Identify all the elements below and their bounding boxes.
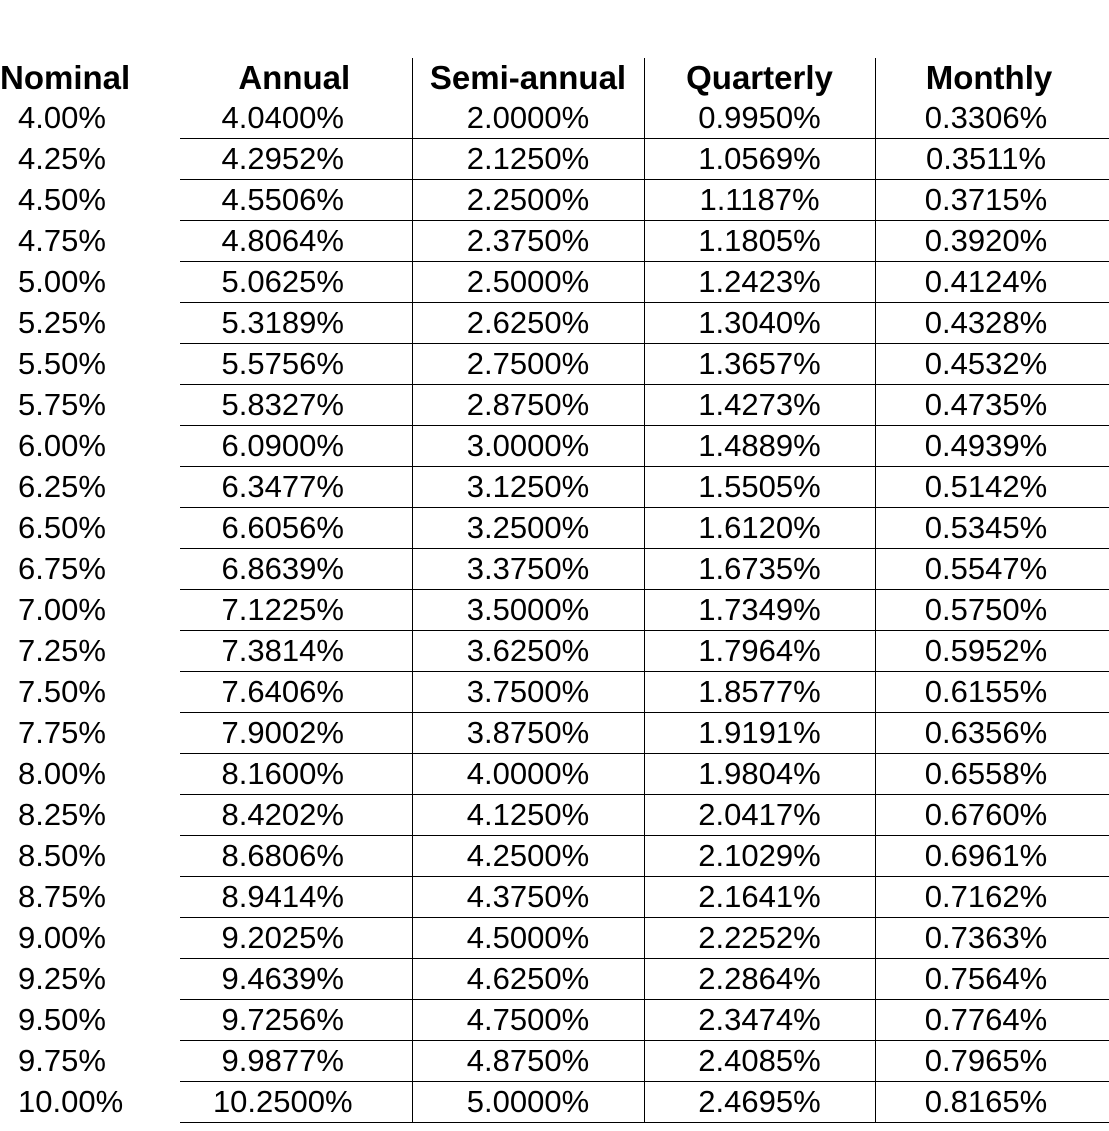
cell-nominal: 6.75% <box>18 551 106 586</box>
cell-monthly: 0.5750% <box>875 590 1109 631</box>
cell-monthly: 0.5952% <box>875 631 1109 672</box>
cell-semi-annual: 3.0000% <box>412 426 644 467</box>
cell-semi-annual: 4.1250% <box>412 795 644 836</box>
cell-nominal: 9.75% <box>18 1043 106 1078</box>
cell-nominal: 5.50% <box>18 346 106 381</box>
table-row <box>0 713 1109 754</box>
cell-semi-annual: 4.3750% <box>412 877 644 918</box>
cell-monthly: 0.3920% <box>875 221 1109 262</box>
cell-annual: 6.6056% <box>180 508 412 549</box>
cell-nominal: 8.25% <box>18 797 106 832</box>
cell-monthly: 0.6760% <box>875 795 1109 836</box>
cell-annual: 5.8327% <box>180 385 412 426</box>
table-row <box>0 590 1109 631</box>
cell-annual: 5.0625% <box>180 262 412 303</box>
cell-semi-annual: 2.8750% <box>412 385 644 426</box>
cell-nominal: 8.75% <box>18 879 106 914</box>
cell-monthly: 0.3715% <box>875 180 1109 221</box>
table-row <box>0 836 1109 877</box>
cell-monthly: 0.4328% <box>875 303 1109 344</box>
table-row <box>0 1082 1109 1123</box>
cell-quarterly: 1.9191% <box>644 713 875 754</box>
table-row <box>0 877 1109 918</box>
cell-nominal: 4.75% <box>18 223 106 258</box>
cell-annual: 8.1600% <box>180 754 412 795</box>
table-row <box>0 385 1109 426</box>
cell-nominal: 4.25% <box>18 141 106 176</box>
cell-monthly: 0.7764% <box>875 1000 1109 1041</box>
cell-semi-annual: 3.8750% <box>412 713 644 754</box>
cell-quarterly: 1.0569% <box>644 139 875 180</box>
cell-monthly: 0.7162% <box>875 877 1109 918</box>
cell-quarterly: 1.3657% <box>644 344 875 385</box>
cell-monthly: 0.7965% <box>875 1041 1109 1082</box>
cell-semi-annual: 2.0000% <box>412 98 644 139</box>
cell-nominal: 10.00% <box>18 1084 124 1119</box>
header-row <box>0 58 1109 98</box>
header-annual: Annual <box>180 58 412 98</box>
cell-semi-annual: 3.7500% <box>412 672 644 713</box>
cell-monthly: 0.4735% <box>875 385 1109 426</box>
cell-semi-annual: 3.2500% <box>412 508 644 549</box>
cell-annual: 9.2025% <box>180 918 412 959</box>
cell-quarterly: 1.8577% <box>644 672 875 713</box>
header-monthly: Monthly <box>875 58 1109 98</box>
cell-semi-annual: 4.7500% <box>412 1000 644 1041</box>
cell-semi-annual: 3.6250% <box>412 631 644 672</box>
cell-nominal: 5.00% <box>18 264 106 299</box>
cell-monthly: 0.5345% <box>875 508 1109 549</box>
cell-quarterly: 1.7964% <box>644 631 875 672</box>
cell-semi-annual: 2.5000% <box>412 262 644 303</box>
table-row <box>0 221 1109 262</box>
cell-quarterly: 1.7349% <box>644 590 875 631</box>
header-nominal: Nominal <box>0 59 131 96</box>
cell-nominal: 9.00% <box>18 920 106 955</box>
cell-quarterly: 2.0417% <box>644 795 875 836</box>
table-body <box>0 98 1109 1123</box>
cell-annual: 7.3814% <box>180 631 412 672</box>
cell-nominal: 7.25% <box>18 633 106 668</box>
cell-nominal: 4.50% <box>18 182 106 217</box>
cell-quarterly: 2.2864% <box>644 959 875 1000</box>
cell-semi-annual: 3.3750% <box>412 549 644 590</box>
cell-quarterly: 1.9804% <box>644 754 875 795</box>
cell-semi-annual: 5.0000% <box>412 1082 644 1123</box>
cell-annual: 8.9414% <box>180 877 412 918</box>
cell-nominal: 6.00% <box>18 428 106 463</box>
cell-nominal: 7.50% <box>18 674 106 709</box>
cell-quarterly: 1.4889% <box>644 426 875 467</box>
cell-monthly: 0.6558% <box>875 754 1109 795</box>
cell-monthly: 0.6356% <box>875 713 1109 754</box>
cell-monthly: 0.5142% <box>875 467 1109 508</box>
table-row <box>0 467 1109 508</box>
rate-conversion-table <box>0 58 1109 1123</box>
cell-annual: 5.3189% <box>180 303 412 344</box>
table-row <box>0 426 1109 467</box>
cell-annual: 7.9002% <box>180 713 412 754</box>
cell-annual: 9.9877% <box>180 1041 412 1082</box>
cell-annual: 8.6806% <box>180 836 412 877</box>
cell-nominal: 9.25% <box>18 961 106 996</box>
cell-annual: 6.0900% <box>180 426 412 467</box>
cell-nominal: 6.50% <box>18 510 106 545</box>
cell-quarterly: 2.3474% <box>644 1000 875 1041</box>
cell-nominal: 5.25% <box>18 305 106 340</box>
cell-monthly: 0.3511% <box>875 139 1109 180</box>
cell-semi-annual: 2.6250% <box>412 303 644 344</box>
table-row <box>0 180 1109 221</box>
cell-semi-annual: 4.6250% <box>412 959 644 1000</box>
cell-annual: 4.0400% <box>180 98 412 139</box>
table-row <box>0 1000 1109 1041</box>
cell-semi-annual: 3.1250% <box>412 467 644 508</box>
cell-quarterly: 1.6120% <box>644 508 875 549</box>
cell-annual: 6.8639% <box>180 549 412 590</box>
cell-quarterly: 1.3040% <box>644 303 875 344</box>
cell-quarterly: 1.2423% <box>644 262 875 303</box>
table-row <box>0 549 1109 590</box>
cell-monthly: 0.3306% <box>875 98 1109 139</box>
table-row <box>0 631 1109 672</box>
table-row <box>0 918 1109 959</box>
cell-quarterly: 0.9950% <box>644 98 875 139</box>
table-row <box>0 344 1109 385</box>
cell-semi-annual: 2.7500% <box>412 344 644 385</box>
cell-annual: 9.4639% <box>180 959 412 1000</box>
table-row <box>0 262 1109 303</box>
cell-semi-annual: 4.0000% <box>412 754 644 795</box>
cell-monthly: 0.5547% <box>875 549 1109 590</box>
cell-quarterly: 1.5505% <box>644 467 875 508</box>
cell-semi-annual: 4.5000% <box>412 918 644 959</box>
cell-nominal: 9.50% <box>18 1002 106 1037</box>
cell-nominal: 5.75% <box>18 387 106 422</box>
cell-quarterly: 2.1029% <box>644 836 875 877</box>
cell-nominal: 8.00% <box>18 756 106 791</box>
cell-nominal: 6.25% <box>18 469 106 504</box>
cell-quarterly: 2.4085% <box>644 1041 875 1082</box>
cell-annual: 6.3477% <box>180 467 412 508</box>
cell-semi-annual: 2.3750% <box>412 221 644 262</box>
cell-annual: 7.1225% <box>180 590 412 631</box>
cell-quarterly: 1.1805% <box>644 221 875 262</box>
table-row <box>0 754 1109 795</box>
cell-semi-annual: 2.2500% <box>412 180 644 221</box>
cell-monthly: 0.4124% <box>875 262 1109 303</box>
cell-quarterly: 2.4695% <box>644 1082 875 1123</box>
cell-annual: 7.6406% <box>180 672 412 713</box>
header-semi-annual: Semi-annual <box>412 58 644 98</box>
cell-monthly: 0.4939% <box>875 426 1109 467</box>
cell-semi-annual: 4.2500% <box>412 836 644 877</box>
cell-nominal: 4.00% <box>18 100 106 136</box>
cell-annual: 8.4202% <box>180 795 412 836</box>
table-row <box>0 1041 1109 1082</box>
table-row <box>0 508 1109 549</box>
cell-semi-annual: 2.1250% <box>412 139 644 180</box>
cell-nominal: 7.00% <box>18 592 106 627</box>
table-row <box>0 672 1109 713</box>
cell-annual: 10.2500% <box>180 1082 412 1123</box>
header-quarterly: Quarterly <box>644 58 875 98</box>
cell-annual: 9.7256% <box>180 1000 412 1041</box>
table-row <box>0 959 1109 1000</box>
cell-monthly: 0.6155% <box>875 672 1109 713</box>
cell-annual: 4.2952% <box>180 139 412 180</box>
cell-monthly: 0.6961% <box>875 836 1109 877</box>
cell-quarterly: 2.2252% <box>644 918 875 959</box>
cell-monthly: 0.7564% <box>875 959 1109 1000</box>
cell-annual: 4.8064% <box>180 221 412 262</box>
cell-nominal: 7.75% <box>18 715 106 750</box>
cell-monthly: 0.8165% <box>875 1082 1109 1123</box>
cell-semi-annual: 4.8750% <box>412 1041 644 1082</box>
table-row <box>0 98 1109 139</box>
cell-annual: 5.5756% <box>180 344 412 385</box>
table-row <box>0 139 1109 180</box>
cell-semi-annual: 3.5000% <box>412 590 644 631</box>
cell-quarterly: 2.1641% <box>644 877 875 918</box>
table-header <box>0 58 1109 98</box>
table-row <box>0 303 1109 344</box>
table-row <box>0 795 1109 836</box>
cell-quarterly: 1.4273% <box>644 385 875 426</box>
cell-nominal: 8.50% <box>18 838 106 873</box>
cell-monthly: 0.4532% <box>875 344 1109 385</box>
cell-quarterly: 1.6735% <box>644 549 875 590</box>
cell-monthly: 0.7363% <box>875 918 1109 959</box>
cell-annual: 4.5506% <box>180 180 412 221</box>
cell-quarterly: 1.1187% <box>644 180 875 221</box>
